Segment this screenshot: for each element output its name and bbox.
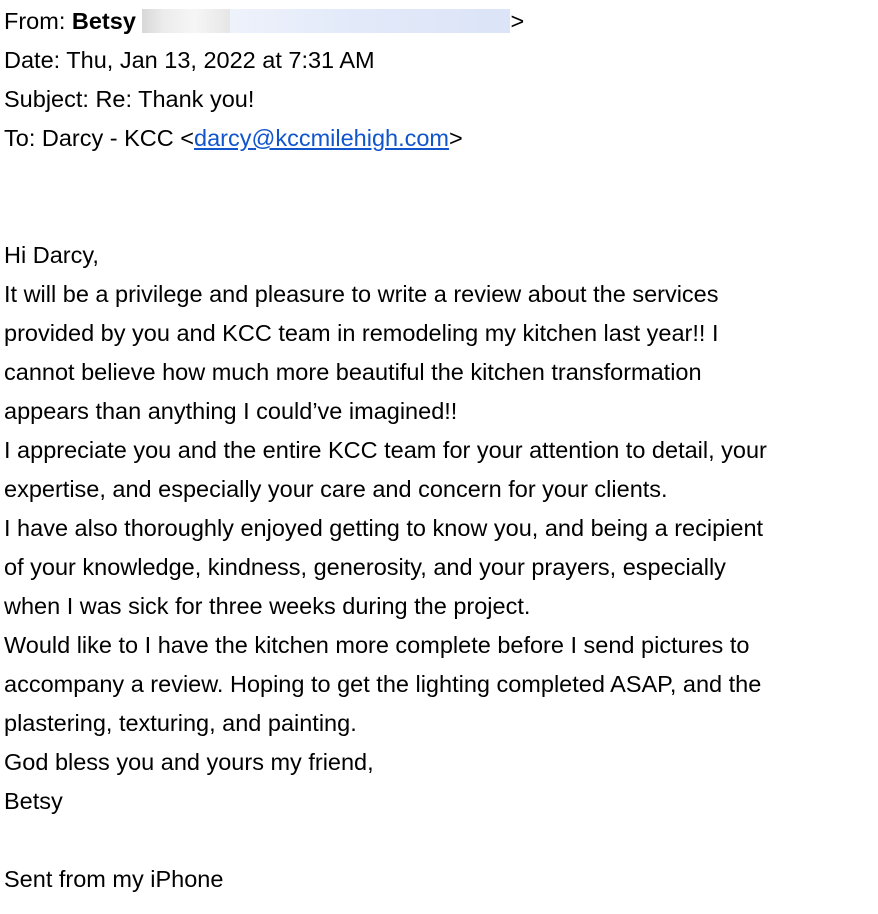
body-line: Would like to I have the kitchen more complete before I send pictures to [4, 632, 750, 658]
header-body-gap [4, 158, 878, 236]
email-header [4, 2, 878, 158]
to-suffix: > [449, 125, 463, 151]
body-line: I have also thoroughly enjoyed getting to know you, and being a recipient [4, 515, 764, 541]
to-line [4, 119, 878, 158]
body-line: cannot believe how much more beautiful the kitchen transformation [4, 359, 702, 385]
body-line: of your knowledge, kindness, generosity, and your prayers, especially [4, 554, 726, 580]
body-line: appears than anything I could’ve imagined!! [4, 398, 458, 424]
date-line: Date: Thu, Jan 13, 2022 at 7:31 AM [4, 47, 375, 73]
recipient-email-link[interactable]: darcy@kccmilehigh.com [194, 125, 450, 151]
body-line: It will be a privilege and pleasure to write a review about the services [4, 281, 719, 307]
body-line: plastering, texturing, and painting. [4, 710, 357, 736]
body-line: expertise, and especially your care and concern for your clients. [4, 476, 668, 502]
from-close-bracket: > [510, 8, 525, 34]
from-label: From: [4, 8, 66, 34]
redacted-sender-surname [142, 9, 230, 33]
redacted-sender-email [230, 9, 510, 33]
signature-gap [4, 821, 878, 860]
body-line: accompany a review. Hoping to get the lighting completed ASAP, and the [4, 671, 762, 697]
body-line: I appreciate you and the entire KCC team for your attention to detail, your [4, 437, 767, 463]
greeting: Hi Darcy, [4, 242, 99, 268]
to-prefix: To: Darcy - KCC < [4, 125, 194, 151]
body-line: when I was sick for three weeks during the project. [4, 593, 531, 619]
subject-line: Subject: Re: Thank you! [4, 86, 255, 112]
body-line: provided by you and KCC team in remodeling my kitchen last year!! I [4, 320, 719, 346]
signature: Betsy [4, 788, 63, 814]
from-name: Betsy [71, 8, 136, 34]
email-body [4, 236, 878, 899]
from-line [4, 2, 878, 41]
closing-line: God bless you and yours my friend, [4, 749, 374, 775]
mobile-footer: Sent from my iPhone [4, 866, 224, 892]
